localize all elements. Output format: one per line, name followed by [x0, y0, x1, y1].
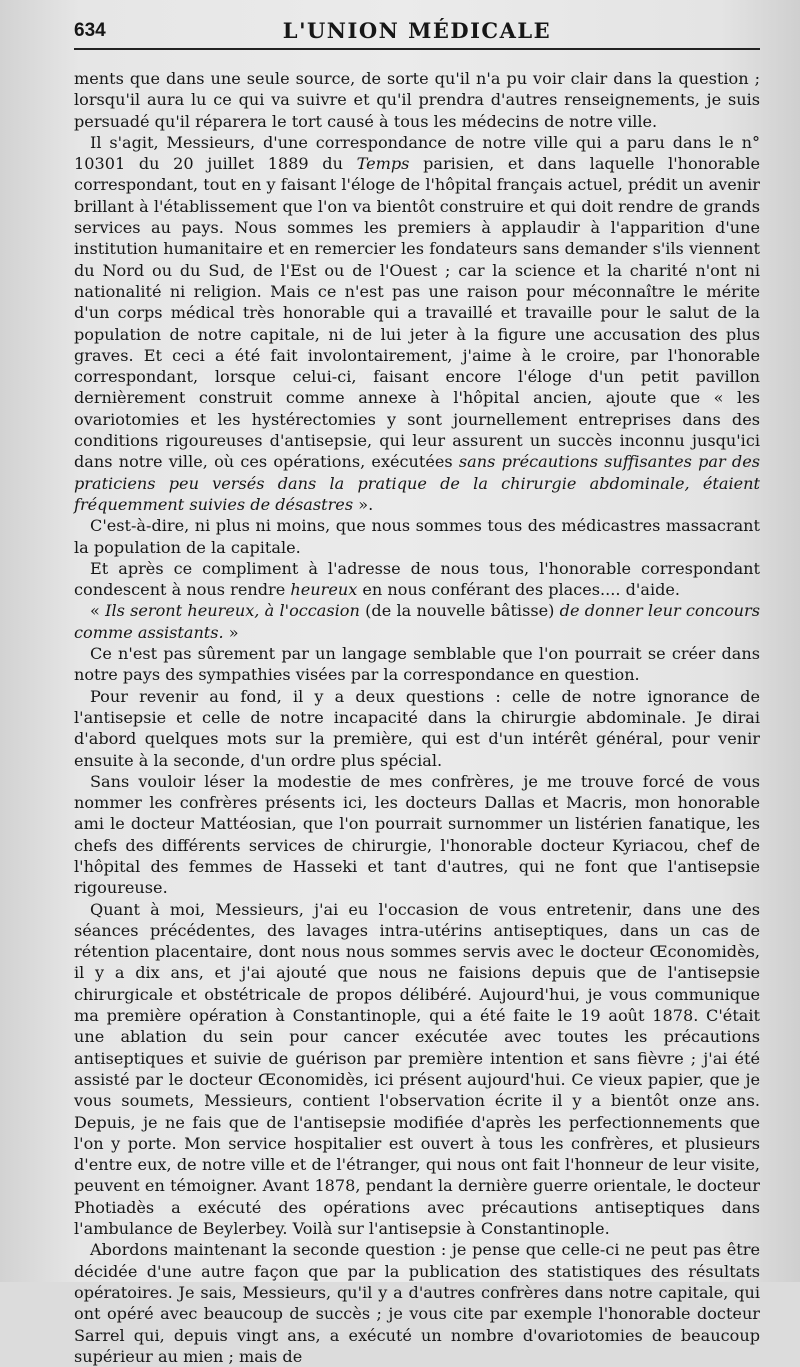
page-number: 634: [74, 20, 106, 41]
quoted-accusation: sans précautions suffisantes par des praticiens peu versés dans la pratique de la chirurgie abdominale, étaient fréquemment suivies de désastres: [74, 452, 760, 514]
journal-title: L'UNION MÉDICALE: [282, 18, 552, 43]
newspaper-name: Temps: [356, 154, 410, 174]
paragraph-antisepsie: Quant à moi, Messieurs, j'ai eu l'occasion de vous entretenir, dans une des séances précédentes, des lavages intra-utérins antiseptiques, dans un cas de rétention placentaire, dont nous nous sommes servis avec le docteur Œconomidès, il y a dix ans, et j'ai ajouté que nous ne faisions depuis que de l'antisepsie chirurgicale et obstétricale de propos délibéré. Aujourd'hui, je vous communique ma première opération à Constantinople, qui a été faite le 19 août 1878. C'était une ablation du sein pour cancer exécutée avec toutes les précautions antiseptiques et suivie de guérison par première intention et sans fièvre ; j'ai été assisté par le docteur Œconomidès, ici présent aujourd'hui. Ce vieux papier, que je vous soumets, Messieurs, contient l'observation écrite il y a bientôt onze ans. Depuis, je ne fais que de l'antisepsie modifiée d'après les perfectionnements que l'on y porte. Mon service hospitalier est ouvert à tous les confrères, et plusieurs d'entre eux, de notre ville et de l'étranger, qui nous ont fait l'honneur de leur visite, peuvent en témoigner. Avant 1878, pendant la dernière guerre orientale, le docteur Photiadès a exécuté des opérations avec précautions antiseptiques dans l'ambulance de Beylerbey. Voilà sur l'antisepsie à Constantinople.: [74, 899, 760, 1239]
paragraph-continuation: ments que dans une seule source, de sorte qu'il n'a pu voir clair dans la question ; lorsqu'il aura lu ce qui va suivre et qu'il prendra d'autres renseignements, je suis persuadé qu'il réparera le tort causé à tous les médecins de notre ville.: [74, 69, 760, 131]
running-header: [74, 14, 760, 50]
paragraph-correspondance: Il s'agit, Messieurs, d'une correspondance de notre ville qui a paru dans le n° 10301 du 20 juillet 1889 du Temps parisien, et dans laquelle l'honorable correspondant, tout en y faisant l'éloge de l'hôpital français actuel, prédit un avenir brillant à l'établissement que l'on va bientôt construire et qui doit rendre de grands services au pays. Nous sommes les premiers à applaudir à l'apparition d'une institution humanitaire et en remercier les fondateurs sans demander s'ils viennent du Nord ou du Sud, de l'Est ou de l'Ouest ; car la science et la charité n'ont ni nationalité ni religion. Mais ce n'est pas une raison pour méconnaître le mérite d'un corps médical très honorable qui a travaillé et travaille pour le salut de la population de notre capitale, ni de lui jeter à la figure une accusation des plus graves. Et ceci a été fait involontairement, j'aime à le croire, par l'honorable correspondant, lorsque celui-ci, faisant encore l'éloge d'un petit pavillon dernièrement construit comme annexe à l'hôpital ancien, ajoute que « les ovariotomies et les hystérectomies y sont journellement entreprises dans des conditions rigoureuses d'antisepsie, qui leur assurent un succès inconnu jusqu'ici dans notre ville, où ces opérations, exécutées sans précautions suffisantes par des praticiens peu versés dans la pratique de la chirurgie abdominale, étaient fréquemment suivies de désastres ».: [74, 132, 761, 514]
paragraph-deux-questions: Pour revenir au fond, il y a deux questions : celle de notre ignorance de l'antisepsie et celle de notre incapacité dans la chirurgie abdominale. Je dirai d'abord quelques mots sur la première, qui est d'un intérêt général, pour venir ensuite à la seconde, d'un ordre plus spécial.: [74, 686, 760, 770]
paragraph-compliment: Et après ce compliment à l'adresse de nous tous, l'honorable correspondant condescent à nous rendre heureux en nous conférant des places.... d'aide.: [74, 558, 760, 600]
paragraph-seconde-question: Abordons maintenant la seconde question : je pense que celle-ci ne peut pas être décidée d'une autre façon que par la publication des statistiques des résultats opératoires. Je sais, Messieurs, qu'il y a d'autres confrères dans notre capitale, qui ont opéré avec beaucoup de succès ; je vous cite par exemple l'honorable docteur Sarrel qui, depuis vingt ans, a exécuté un nombre d'ovariotomies de beaucoup supérieur au mien ; mais de: [74, 1240, 760, 1366]
paragraph-medicastres: C'est-à-dire, ni plus ni moins, que nous sommes tous des médicastres massacrant la population de la capitale.: [74, 516, 760, 557]
article-body: [74, 68, 760, 1367]
paragraph-langage: Ce n'est pas sûrement par un langage semblable que l'on pourrait se créer dans notre pays des sympathies visées par la correspondance en question.: [74, 644, 760, 685]
paragraph-quotation: « Ils seront heureux, à l'occasion (de la nouvelle bâtisse) de donner leur concours comme assistants. »: [74, 601, 760, 642]
paragraph-confreres: Sans vouloir léser la modestie de mes confrères, je me trouve forcé de vous nommer les confrères présents ici, les docteurs Dallas et Macris, mon honorable ami le docteur Mattéosian, que l'on pourrait surnommer un listérien fanatique, les chefs des différents services de chirurgie, l'honorable docteur Kyriacou, chef de l'hôpital des femmes de Hasseki et tant d'autres, qui ne font que l'antisepsie rigoureuse.: [74, 771, 760, 898]
emphasis-heureux: heureux: [290, 580, 358, 600]
